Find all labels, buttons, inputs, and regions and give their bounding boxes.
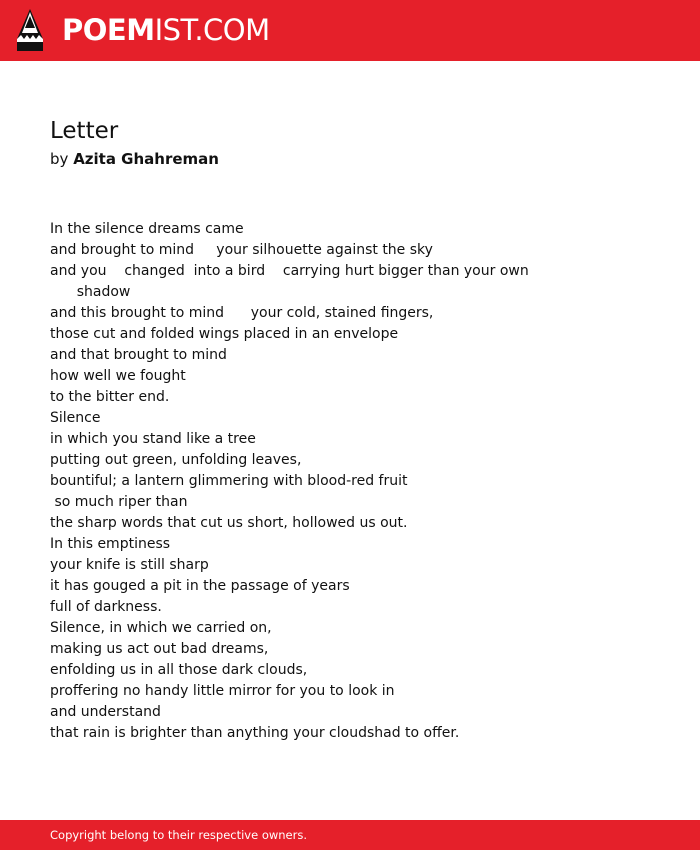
poem-line: those cut and folded wings placed in an envelope <box>50 326 399 342</box>
poem-line: shadow <box>50 284 131 300</box>
poem-title: Letter <box>50 118 119 144</box>
poem-line: it has gouged a pit in the passage of years <box>50 578 350 594</box>
poem-line: that rain is brighter than anything your cloudshad to offer. <box>50 725 460 741</box>
logo-bold-text: POEM <box>62 13 155 47</box>
site-header <box>0 0 700 61</box>
poem-line: making us act out bad dreams, <box>50 641 269 657</box>
poem-line: in which you stand like a tree <box>50 431 256 447</box>
poem-line: In the silence dreams came <box>50 221 244 237</box>
by-label: by <box>50 150 69 168</box>
poem-line: bountiful; a lantern glimmering with blood-red fruit <box>50 473 408 489</box>
poem-line: and understand <box>50 704 161 720</box>
poem-line: and brought to mind your silhouette against the sky <box>50 242 433 258</box>
poem-line: how well we fought <box>50 368 186 384</box>
poem-line: and you changed into a bird carrying hurt bigger than your own <box>50 263 529 279</box>
byline <box>50 149 219 169</box>
poem-line: Silence <box>50 410 101 426</box>
poem-line: so much riper than <box>50 494 188 510</box>
poem-line: In this emptiness <box>50 536 171 552</box>
poem-line: to the bitter end. <box>50 389 170 405</box>
poem-line: the sharp words that cut us short, hollowed us out. <box>50 515 408 531</box>
poem-line: Silence, in which we carried on, <box>50 620 272 636</box>
poem-line: enfolding us in all those dark clouds, <box>50 662 308 678</box>
poem-line: putting out green, unfolding leaves, <box>50 452 302 468</box>
poem-body <box>50 219 650 744</box>
author-name: Azita Ghahreman <box>73 150 219 168</box>
copyright-text: Copyright belong to their respective owners. <box>50 828 308 842</box>
poem-line: your knife is still sharp <box>50 557 209 573</box>
site-logo[interactable] <box>62 12 270 48</box>
site-footer <box>0 820 700 850</box>
pencil-tip-icon[interactable] <box>17 9 43 51</box>
poem-line: and that brought to mind <box>50 347 227 363</box>
logo-light-text: IST.COM <box>154 13 270 47</box>
poem-line: proffering no handy little mirror for you to look in <box>50 683 395 699</box>
poem-line: and this brought to mind your cold, stained fingers, <box>50 305 434 321</box>
poem-line: full of darkness. <box>50 599 162 615</box>
